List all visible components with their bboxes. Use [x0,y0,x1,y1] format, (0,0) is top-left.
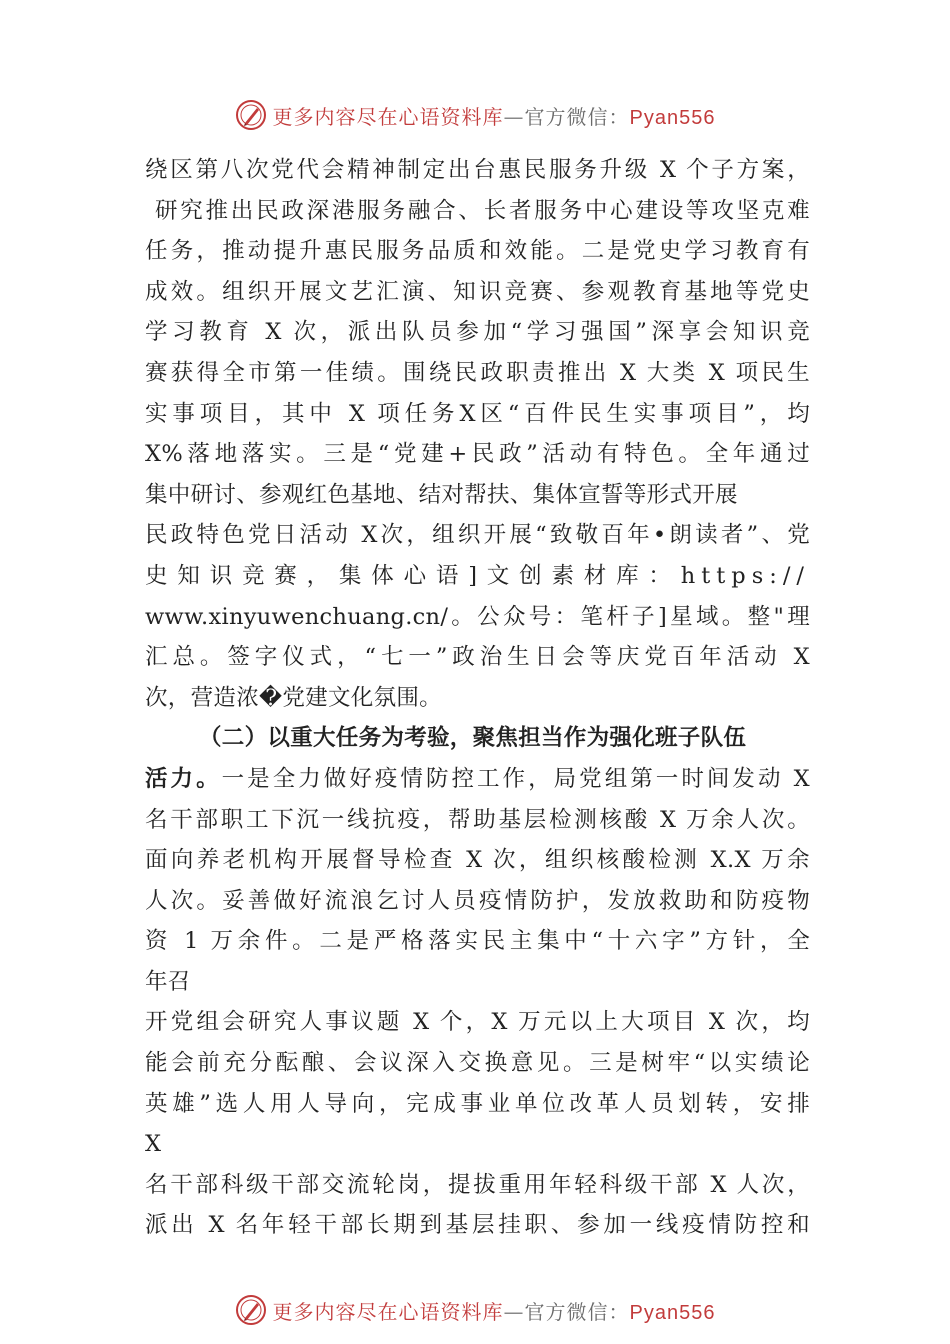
text-line: 能会前充分酝酿、会议深入交换意见。三是树牢“以实绩论 [145,1050,810,1077]
banner-separator: — [503,104,525,129]
text-line: 史知识竞赛，集体心语]文创素材库：https:// [145,562,810,589]
text-line: 年召 [145,968,191,995]
banner-wechat-id: Pyan556 [629,1301,716,1324]
text-line: 名干部职工下沉一线抗疫，帮助基层检测核酸 X 万余人次。 [145,806,810,833]
text-line: 研究推出民政深港服务融合、长者服务中心建设等攻坚克难 [145,197,810,224]
text-line: 任务，推动提升惠民服务品质和效能。二是党史学习教育有 [145,238,810,265]
text-line: X%落地落实。三是“党建+民政”活动有特色。全年通过 [145,441,810,468]
document-body [145,150,810,1246]
footer-banner-text [273,1296,716,1325]
text-line: www.xinyuwenchuang.cn/。公众号：笔杆子]星域。整"理 [145,603,810,630]
text-line: 绕区第八次党代会精神制定出台惠民服务升级 X 个子方案， [145,157,810,183]
pen-nib-logo-icon [235,99,267,131]
banner-wechat-label: 官方微信： [524,1299,630,1324]
pen-nib-logo-icon [235,1294,267,1326]
text-line: 成效。组织开展文艺汇演、知识竞赛、参观教育基地等党史 [145,278,810,305]
text-line: 面向养老机构开展督导检查 X 次，组织核酸检测 X.X 万余 [145,847,810,874]
banner-wechat-label: 官方微信： [524,104,630,129]
text-line: 民政特色党日活动 X次，组织开展“致敬百年•朗读者”、党 [145,522,810,549]
header-banner [0,95,950,135]
section-heading-end: 活力。 [145,765,222,792]
text-line: 人次。妥善做好流浪乞讨人员疫情防护，发放救助和防疫物 [145,887,810,914]
text-span: 一是全力做好疫情防控工作，局党组第一时间发动 X [221,765,810,792]
banner-separator: — [503,1299,525,1324]
banner-wechat-id: Pyan556 [629,106,716,129]
text-line: 实事项目，其中 X 项任务X区“百件民生实事项目”，均 [145,400,810,427]
text-line: 次，营造浓�党建文化氛围。 [145,684,442,711]
banner-main-text: 更多内容尽在心语资料库 [272,104,504,129]
text-line: 名干部科级干部交流轮岗，提拔重用年轻科级干部 X 人次， [145,1171,810,1198]
text-line: 资 1 万余件。二是严格落实民主集中“十六字”方针，全 [145,928,810,955]
text-line: 学习教育 X 次，派出队员参加“学习强国”深享会知识竞 [145,319,810,346]
text-line: 赛获得全市第一佳绩。围绕民政职责推出 X 大类 X 项民生 [145,359,810,386]
text-line [145,759,810,800]
text-line: 英雄”选人用人导向，完成事业单位改革人员划转，安排 [145,1090,810,1117]
text-line: X [145,1131,162,1158]
header-banner-text [273,101,716,130]
banner-main-text: 更多内容尽在心语资料库 [272,1299,504,1324]
footer-banner [0,1290,950,1330]
text-line: 开党组会研究人事议题 X 个，X 万元以上大项目 X 次，均 [145,1009,810,1036]
text-line: 汇总。签字仪式，“七一”政治生日会等庆党百年活动 X [145,644,810,671]
text-line: 集中研讨、参观红色基地、结对帮扶、集体宣誓等形式开展 [145,481,738,508]
section-heading: （二）以重大任务为考验，聚焦担当作为强化班子队伍 [199,725,747,752]
text-line: 派出 X 名年轻干部长期到基层挂职、参加一线疫情防控和 [145,1212,810,1239]
